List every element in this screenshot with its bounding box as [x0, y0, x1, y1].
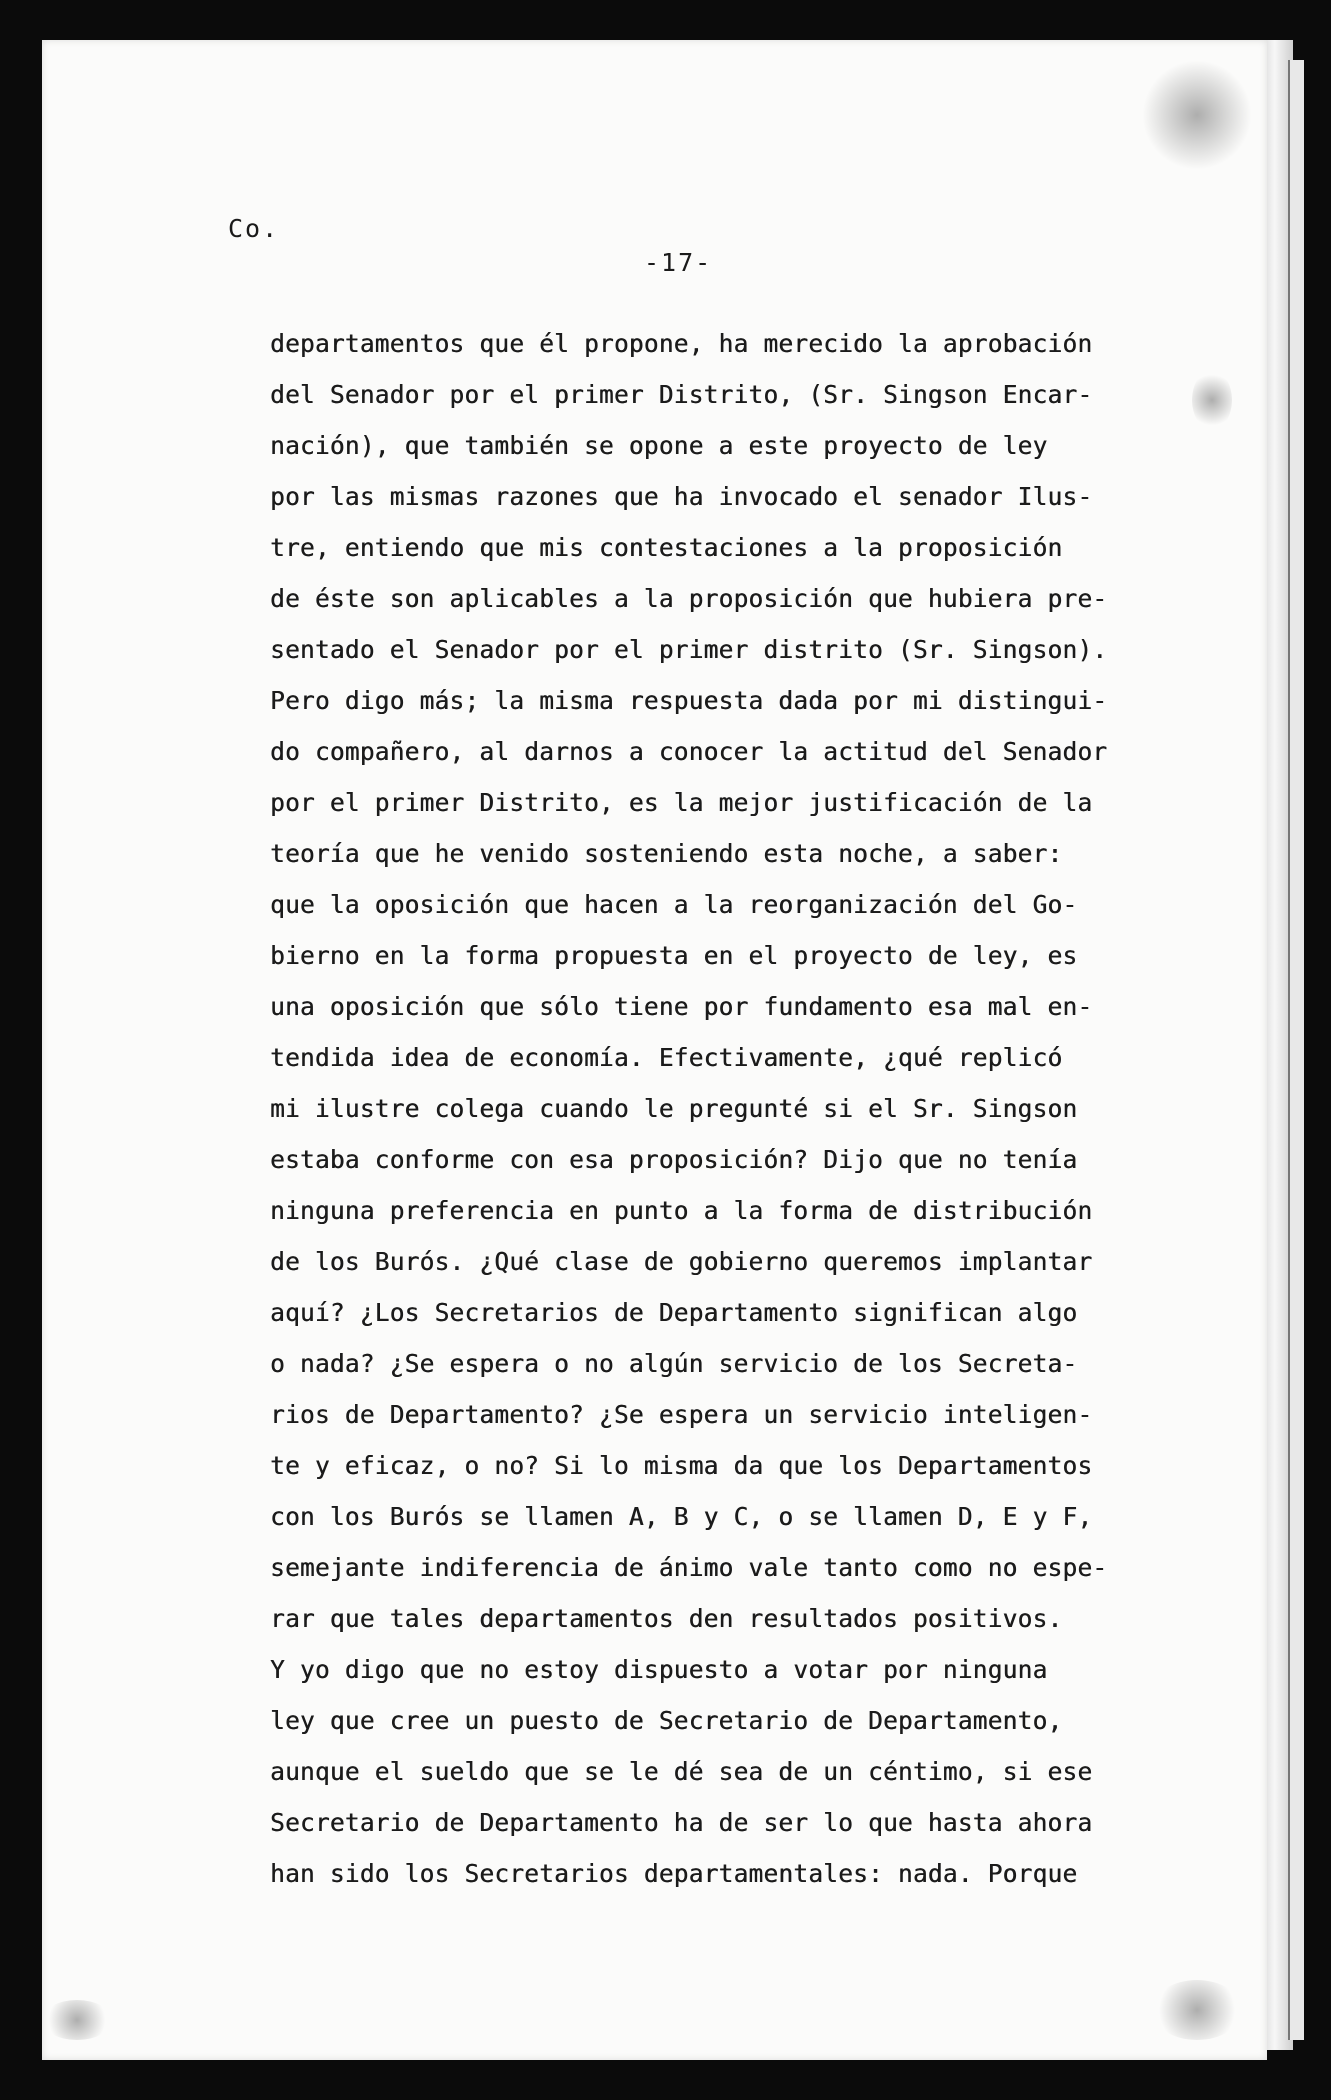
corner-mark: Co. — [228, 214, 280, 243]
text-line: te y eficaz, o no? Si lo misma da que los Departamentos — [270, 1451, 1093, 1480]
text-line: ley que cree un puesto de Secretario de Departamento, — [270, 1706, 1063, 1735]
text-line: ninguna preferencia en punto a la forma de distribución — [270, 1196, 1093, 1225]
text-line: o nada? ¿Se espera o no algún servicio de los Secreta- — [270, 1349, 1078, 1378]
text-line: departamentos que él propone, ha merecido la aprobación — [270, 329, 1093, 358]
text-line: do compañero, al darnos a conocer la actitud del Senador — [270, 737, 1108, 766]
text-line: rar que tales departamentos den resultados positivos. — [270, 1604, 1063, 1633]
text-line: rios de Departamento? ¿Se espera un servicio inteligen- — [270, 1400, 1093, 1429]
text-line: con los Burós se llamen A, B y C, o se llamen D, E y F, — [270, 1502, 1093, 1531]
text-line: Secretario de Departamento ha de ser lo que hasta ahora — [270, 1808, 1093, 1837]
ink-smudge — [1142, 60, 1252, 170]
text-line: bierno en la forma propuesta en el proyecto de ley, es — [270, 941, 1078, 970]
text-line: Y yo digo que no estoy dispuesto a votar por ninguna — [270, 1655, 1048, 1684]
text-line: aquí? ¿Los Secretarios de Departamento significan algo — [270, 1298, 1078, 1327]
page-number: -17- — [644, 248, 713, 277]
text-line: estaba conforme con esa proposición? Dijo que no tenía — [270, 1145, 1078, 1174]
ink-smudge — [1192, 370, 1232, 430]
ink-smudge — [1152, 1980, 1242, 2040]
adjacent-page-edge-2 — [1288, 60, 1304, 2040]
text-line: tendida idea de economía. Efectivamente, ¿qué replicó — [270, 1043, 1063, 1072]
text-line: mi ilustre colega cuando le pregunté si el Sr. Singson — [270, 1094, 1078, 1123]
ink-smudge — [42, 2000, 112, 2040]
text-line: de los Burós. ¿Qué clase de gobierno queremos implantar — [270, 1247, 1093, 1276]
text-line: han sido los Secretarios departamentales: nada. Porque — [270, 1859, 1078, 1888]
text-line: una oposición que sólo tiene por fundamento esa mal en- — [270, 992, 1093, 1021]
text-line: teoría que he venido sosteniendo esta noche, a saber: — [270, 839, 1063, 868]
text-line: nación), que también se opone a este proyecto de ley — [270, 431, 1048, 460]
text-line: Pero digo más; la misma respuesta dada por mi distingui- — [270, 686, 1108, 715]
text-line: por el primer Distrito, es la mejor justificación de la — [270, 788, 1093, 817]
text-line: de éste son aplicables a la proposición que hubiera pre- — [270, 584, 1108, 613]
text-line: semejante indiferencia de ánimo vale tanto como no espe- — [270, 1553, 1108, 1582]
body-text — [270, 318, 1130, 1899]
text-line: aunque el sueldo que se le dé sea de un céntimo, si ese — [270, 1757, 1093, 1786]
text-line: que la oposición que hacen a la reorganización del Go- — [270, 890, 1078, 919]
text-line: por las mismas razones que ha invocado el senador Ilus- — [270, 482, 1093, 511]
text-line: del Senador por el primer Distrito, (Sr. Singson Encar- — [270, 380, 1093, 409]
text-line: tre, entiendo que mis contestaciones a la proposición — [270, 533, 1063, 562]
text-line: sentado el Senador por el primer distrito (Sr. Singson). — [270, 635, 1108, 664]
